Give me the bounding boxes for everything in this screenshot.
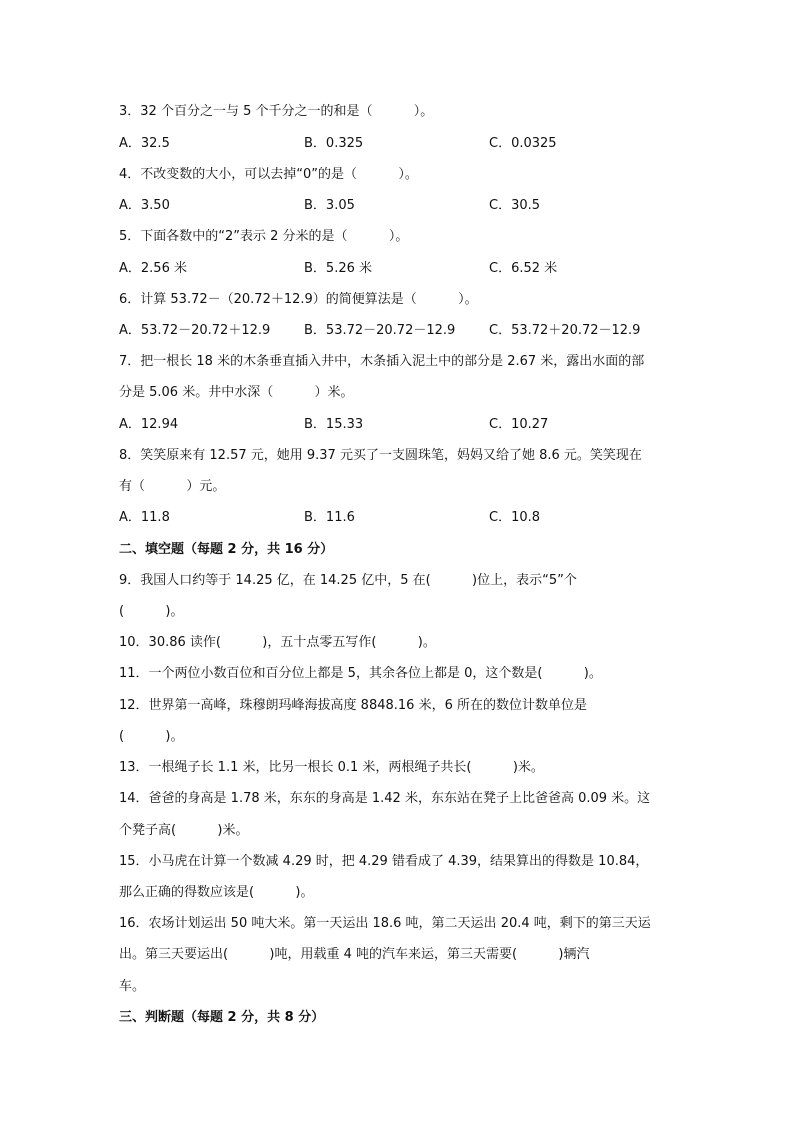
question-11: 11．一个两位小数百位和百分位上都是 5，其余各位上都是 0，这个数是( )。 — [119, 666, 602, 681]
section-heading-fill-in: 二、填空题（每题 2 分，共 16 分） — [119, 542, 334, 557]
option-b[interactable]: B．3.05 — [304, 198, 355, 213]
question-7-stem-line2: 分是 5.06 米。井中水深（ ）米。 — [119, 385, 354, 400]
question-9-line1: 9．我国人口约等于 14.25 亿，在 14.25 亿中，5 在( )位上，表示“5”个 — [119, 573, 577, 588]
question-4-stem: 4．不改变数的大小，可以去掉“0”的是（ ）。 — [119, 167, 418, 182]
option-c[interactable]: C．30.5 — [489, 198, 541, 213]
option-a[interactable]: A．11.8 — [119, 510, 170, 525]
question-14-line1: 14．爸爸的身高是 1.78 米，东东的身高是 1.42 米，东东站在凳子上比爸爸高 0.09 米。这 — [119, 791, 651, 806]
question-15-line1: 15．小马虎在计算一个数减 4.29 时，把 4.29 错看成了 4.39，结果算出的得数是 10.84， — [119, 854, 649, 869]
option-a[interactable]: A．12.94 — [119, 417, 179, 432]
option-c[interactable]: C．10.8 — [489, 510, 541, 525]
option-a[interactable]: A．32.5 — [119, 136, 170, 151]
question-7-stem-line1: 7．把一根长 18 米的木条垂直插入井中，木条插入泥土中的部分是 2.67 米，露出水面的部 — [119, 354, 645, 369]
question-16-line3: 车。 — [119, 979, 146, 994]
question-3-stem: 3．32 个百分之一与 5 个千分之一的和是（ ）。 — [119, 104, 434, 119]
question-5-stem: 5．下面各数中的“2”表示 2 分米的是（ ）。 — [119, 229, 409, 244]
question-12-line1: 12．世界第一高峰，珠穆朗玛峰海拔高度 8848.16 米，6 所在的数位计数单位是 — [119, 698, 587, 713]
question-6-stem: 6．计算 53.72－（20.72＋12.9）的简便算法是（ ）。 — [119, 292, 478, 307]
question-12-line2: ( )。 — [119, 729, 184, 744]
question-16-line1: 16．农场计划运出 50 吨大米。第一天运出 18.6 吨，第二天运出 20.4 吨，剩下的第三天运 — [119, 916, 651, 931]
question-16-line2: 出。第三天要运出( )吨，用载重 4 吨的汽车来运，第三天需要( )辆汽 — [119, 947, 590, 962]
option-a[interactable]: A．53.72－20.72＋12.9 — [119, 323, 271, 338]
option-b[interactable]: B．15.33 — [304, 417, 364, 432]
question-13: 13．一根绳子长 1.1 米，比另一根长 0.1 米，两根绳子共长( )米。 — [119, 760, 544, 775]
option-c[interactable]: C．10.27 — [489, 417, 549, 432]
option-b[interactable]: B．11.6 — [304, 510, 355, 525]
option-c[interactable]: C．53.72＋20.72－12.9 — [489, 323, 641, 338]
option-c[interactable]: C．0.0325 — [489, 136, 557, 151]
question-15-line2: 那么正确的得数应该是( )。 — [119, 885, 314, 900]
question-8-stem-line2: 有（ ）元。 — [119, 479, 226, 494]
option-a[interactable]: A．3.50 — [119, 198, 170, 213]
option-a[interactable]: A．2.56 米 — [119, 261, 187, 276]
option-b[interactable]: B．0.325 — [304, 136, 364, 151]
question-10: 10．30.86 读作( )，五十点零五写作( )。 — [119, 635, 436, 650]
question-8-stem-line1: 8．笑笑原来有 12.57 元，她用 9.37 元买了一支圆珠笔，妈妈又给了她 8.6 元。笑笑现在 — [119, 448, 642, 463]
option-c[interactable]: C．6.52 米 — [489, 261, 558, 276]
question-14-line2: 个凳子高( )米。 — [119, 823, 249, 838]
option-b[interactable]: B．53.72－20.72－12.9 — [304, 323, 456, 338]
section-heading-true-false: 三、判断题（每题 2 分，共 8 分） — [119, 1010, 325, 1025]
question-9-line2: ( )。 — [119, 604, 184, 619]
option-b[interactable]: B．5.26 米 — [304, 261, 372, 276]
